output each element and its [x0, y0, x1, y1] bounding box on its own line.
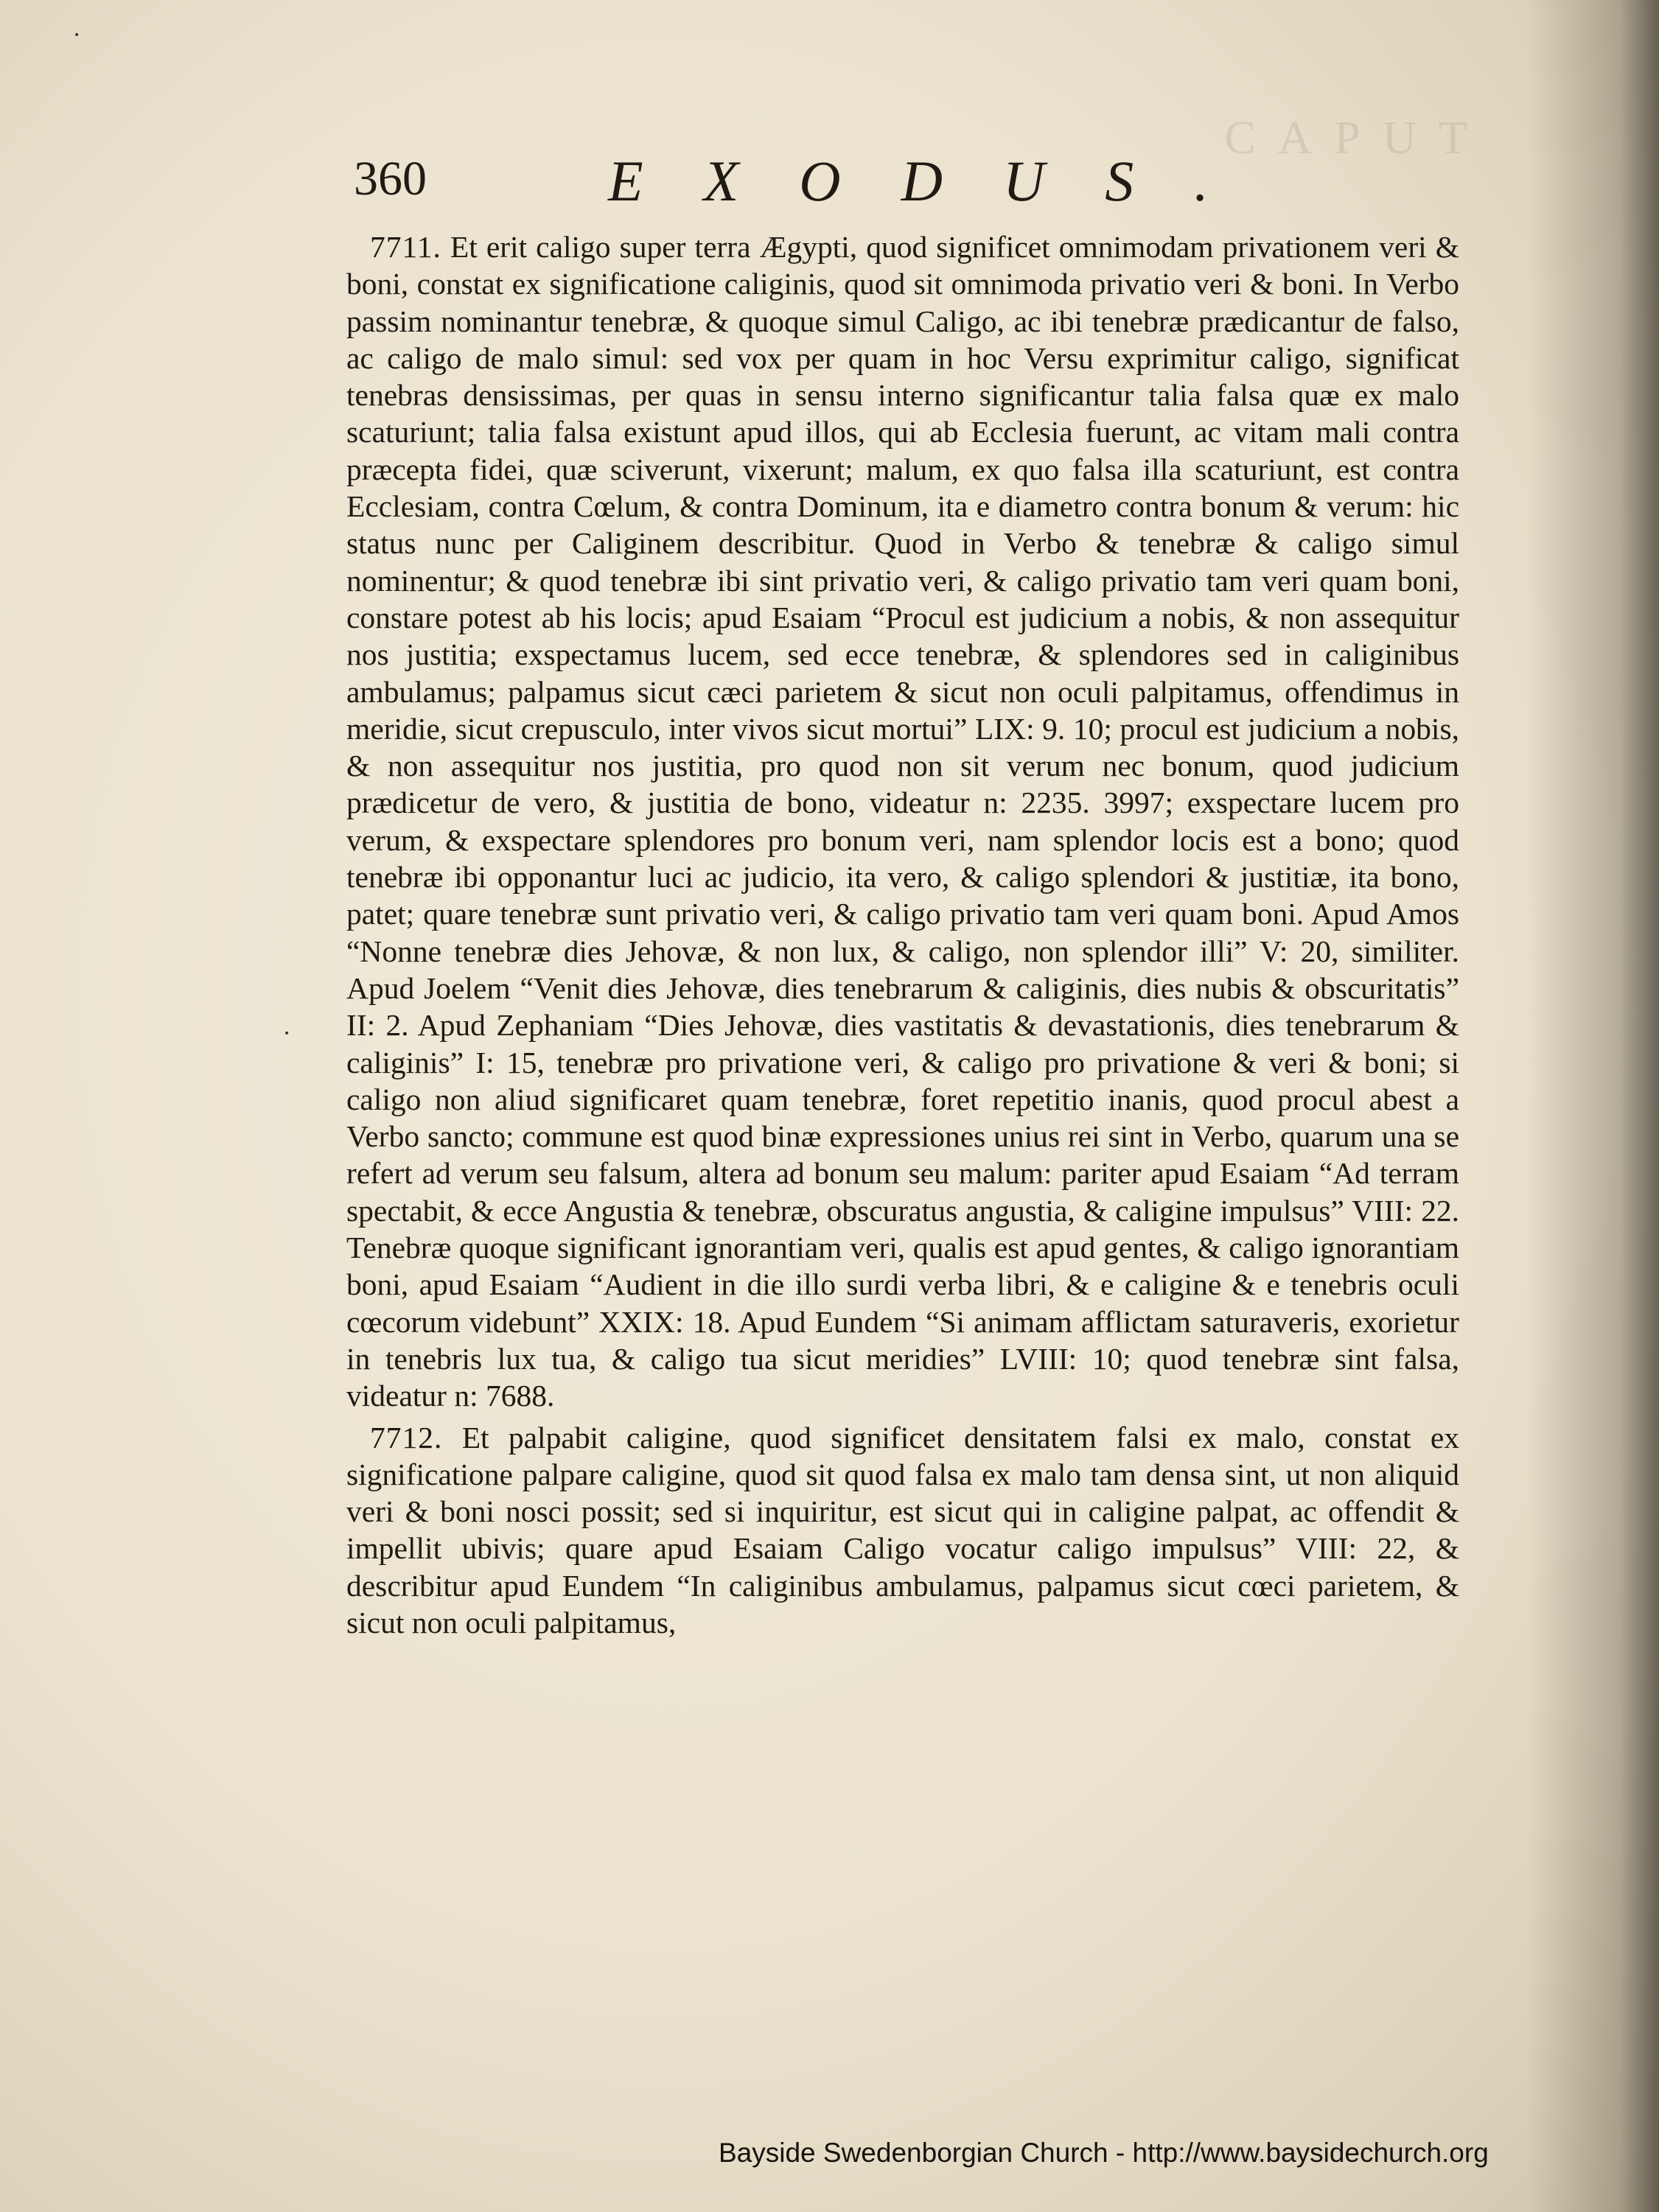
entry-number: 7712.	[370, 1420, 443, 1455]
entry-paragraph	[346, 1419, 1459, 1642]
footer-credit: Bayside Swedenborgian Church - http://www.baysidechurch.org	[719, 2138, 1489, 2168]
entry-text: Et erit caligo super terra Ægypti, quod significet omnimodam privationem veri & boni, constat ex significatione caliginis, quod sit omnimoda privatio veri & boni. In Verbo passim nominantur tenebræ, & quoque simul Caligo, ac ibi tenebræ prædicantur de falso, ac caligo de malo simul: sed vox per quam in hoc Versu exprimitur caligo, significat tenebras densissimas, per quas in sensu interno significantur talia falsa quæ ex malo scaturiunt; talia falsa existunt apud illos, qui ab Ecclesia fuerunt, ac vitam mali contra præcepta fidei, quæ sciverunt, vixerunt; malum, ex quo falsa illa scaturiunt, est contra Ecclesiam, contra Cœlum, & contra Dominum, ita e diametro contra bonum & verum: hic status nunc per Caliginem describitur. Quod in Verbo & tenebræ & caligo simul nominentur; & quod tenebræ ibi sint privatio veri, & caligo privatio tam veri quam boni, constare potest ab his locis; apud Esaiam “Procul est judicium a nobis, & non assequitur nos justitia; exspectamus lucem, sed ecce tenebræ, & splendores sed in caliginibus ambulamus; palpamus sicut cæci parietem & sicut non oculi palpitamus, offendimus in meridie, sicut crepusculo, inter vivos sicut mortui” LIX: 9. 10; procul est judicium a nobis, & non assequitur nos justitia, pro quod non sit verum nec bonum, quod judicium prædicetur de vero, & justitia de bono, videatur n: 2235. 3997; exspectare lucem pro verum, & exspectare splendores pro bonum veri, nam splendor locis est a bono; quod tenebræ ibi opponantur luci ac judicio, ita vero, & caligo splendori & justitiæ, ita bono, patet; quare tenebræ sunt privatio veri, & caligo privatio tam veri quam boni. Apud Amos “Nonne tenebræ dies Jehovæ, & non lux, & caligo, non splendor illi” V: 20, similiter. Apud Joelem “Venit dies Jehovæ, dies tenebrarum & caliginis, dies nubis & obscuritatis” II: 2. Apud Zephaniam “Dies Jehovæ, dies vastitatis & devastationis, dies tenebrarum & caliginis” I: 15, tenebræ pro privatione veri, & caligo pro privatione & veri & boni; si caligo non aliud significaret quam tenebræ, foret repetitio inanis, quod procul abest a Verbo sancto; commune est quod binæ expressiones unius rei sint in Verbo, quarum una se refert ad verum seu falsum, altera ad bonum seu malum: pariter apud Esaiam “Ad terram spectabit, & ecce Angustia & tenebræ, obscuratus angustia, & caligine impulsus” VIII: 22. Tenebræ quoque significant ignorantiam veri, qualis est apud gentes, & caligo ignorantiam boni, apud Esaiam “Audient in die illo surdi verba libri, & e caligine & e tenebris oculi cœcorum videbunt” XXIX: 18. Apud Eundem “Si animam afflictam saturaveris, exorietur in tenebris lux tua, & caligo tua sicut meridies” LVIII: 10; quod tenebræ sint falsa, videatur n: 7688.	[346, 230, 1459, 1413]
body-text	[346, 228, 1459, 1641]
entry-text: Et palpabit caligine, quod significet densitatem falsi ex malo, constat ex significatione palpare caligine, quod sit quod falsa ex malo tam densa sint, ut non aliquid veri & boni nosci possit; sed si inquiritur, est sicut qui in caligine palpat, ac offendit & impellit ubivis; quare apud Esaiam Caligo vocatur caligo impulsus” VIII: 22, & describitur apud Eundem “In caliginibus ambulamus, palpamus sicut cœci parietem, & sicut non oculi palpitamus,	[346, 1420, 1459, 1639]
page-number: 360	[354, 152, 427, 206]
running-title: EXODUS.	[608, 149, 1269, 213]
entry-number: 7711.	[370, 230, 441, 264]
show-through-text: CAPUT	[1224, 111, 1489, 164]
gutter-shadow	[1526, 0, 1659, 2212]
speck: •	[284, 1028, 290, 1040]
speck: •	[74, 29, 80, 41]
page-header	[354, 151, 1459, 225]
entry-paragraph	[346, 228, 1459, 1415]
